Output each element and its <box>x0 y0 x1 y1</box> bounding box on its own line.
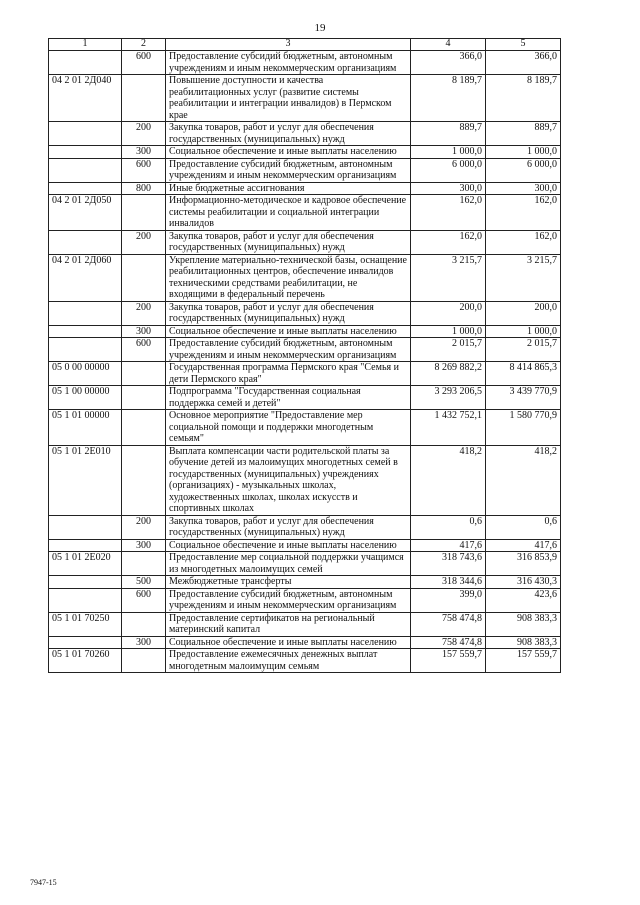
table-row <box>49 338 561 362</box>
amount-year2-cell: 1 000,0 <box>486 325 561 338</box>
table-row <box>49 539 561 552</box>
classification-code-cell: 05 1 01 2Е020 <box>49 552 122 576</box>
table-row <box>49 301 561 325</box>
expense-type-cell <box>122 612 166 636</box>
amount-year2-cell: 162,0 <box>486 230 561 254</box>
amount-year1-cell: 3 293 206,5 <box>411 386 486 410</box>
classification-code-cell <box>49 636 122 649</box>
table-row <box>49 410 561 446</box>
item-name-cell: Предоставление мер социальной поддержки учащимся из многодетных малоимущих семей <box>166 552 411 576</box>
expense-type-cell: 200 <box>122 301 166 325</box>
classification-code-cell: 05 1 01 00000 <box>49 410 122 446</box>
item-name-cell: Закупка товаров, работ и услуг для обеспечения государственных (муниципальных) нужд <box>166 301 411 325</box>
expense-type-cell: 300 <box>122 636 166 649</box>
item-name-cell: Подпрограмма "Государственная социальная поддержка семей и детей" <box>166 386 411 410</box>
item-name-cell: Повышение доступности и качества реабилитационных услуг (развитие системы реабилитации и интеграции инвалидов) в Пермском крае <box>166 75 411 122</box>
item-name-cell: Межбюджетные трансферты <box>166 576 411 589</box>
amount-year2-cell: 423,6 <box>486 588 561 612</box>
amount-year1-cell: 366,0 <box>411 51 486 75</box>
classification-code-cell <box>49 576 122 589</box>
expense-type-cell <box>122 445 166 515</box>
amount-year2-cell: 162,0 <box>486 195 561 231</box>
classification-code-cell <box>49 301 122 325</box>
item-name-cell: Предоставление субсидий бюджетным, автономным учреждениям и иным некоммерческим организациям <box>166 51 411 75</box>
classification-code-cell <box>49 325 122 338</box>
item-name-cell: Предоставление субсидий бюджетным, автономным учреждениям и иным некоммерческим организациям <box>166 338 411 362</box>
item-name-cell: Закупка товаров, работ и услуг для обеспечения государственных (муниципальных) нужд <box>166 515 411 539</box>
expense-type-cell <box>122 362 166 386</box>
expense-type-cell: 600 <box>122 51 166 75</box>
amount-year1-cell: 162,0 <box>411 195 486 231</box>
amount-year1-cell: 758 474,8 <box>411 612 486 636</box>
header-col-1: 1 <box>49 39 122 51</box>
classification-code-cell: 04 2 01 2Д050 <box>49 195 122 231</box>
classification-code-cell: 04 2 01 2Д060 <box>49 254 122 301</box>
amount-year1-cell: 8 189,7 <box>411 75 486 122</box>
item-name-cell: Социальное обеспечение и иные выплаты населению <box>166 539 411 552</box>
expense-type-cell <box>122 386 166 410</box>
expense-type-cell: 200 <box>122 230 166 254</box>
expense-type-cell <box>122 410 166 446</box>
amount-year2-cell: 316 430,3 <box>486 576 561 589</box>
amount-year1-cell: 300,0 <box>411 182 486 195</box>
table-row <box>49 325 561 338</box>
table-row <box>49 362 561 386</box>
header-col-5: 5 <box>486 39 561 51</box>
amount-year2-cell: 200,0 <box>486 301 561 325</box>
item-name-cell: Социальное обеспечение и иные выплаты населению <box>166 325 411 338</box>
item-name-cell: Укрепление материально-технической базы, оснащение реабилитационных центров, обеспечение инвалидов техническими средствами реабилитации, не входящими в федеральный перечень <box>166 254 411 301</box>
page-number: 19 <box>314 22 326 34</box>
item-name-cell: Закупка товаров, работ и услуг для обеспечения государственных (муниципальных) нужд <box>166 122 411 146</box>
item-name-cell: Основное мероприятие "Предоставление мер социальной помощи и поддержки многодетным семьям" <box>166 410 411 446</box>
table-row <box>49 552 561 576</box>
amount-year2-cell: 8 414 865,3 <box>486 362 561 386</box>
amount-year1-cell: 1 000,0 <box>411 146 486 159</box>
expense-type-cell <box>122 649 166 673</box>
expense-type-cell <box>122 552 166 576</box>
amount-year1-cell: 758 474,8 <box>411 636 486 649</box>
table-row <box>49 75 561 122</box>
header-col-4: 4 <box>411 39 486 51</box>
classification-code-cell <box>49 230 122 254</box>
amount-year1-cell: 889,7 <box>411 122 486 146</box>
amount-year2-cell: 6 000,0 <box>486 158 561 182</box>
amount-year2-cell: 0,6 <box>486 515 561 539</box>
amount-year1-cell: 399,0 <box>411 588 486 612</box>
item-name-cell: Предоставление сертификатов на региональный материнский капитал <box>166 612 411 636</box>
header-col-2: 2 <box>122 39 166 51</box>
classification-code-cell <box>49 338 122 362</box>
table-row <box>49 445 561 515</box>
item-name-cell: Закупка товаров, работ и услуг для обеспечения государственных (муниципальных) нужд <box>166 230 411 254</box>
classification-code-cell <box>49 539 122 552</box>
amount-year2-cell: 908 383,3 <box>486 612 561 636</box>
amount-year2-cell: 418,2 <box>486 445 561 515</box>
table-row <box>49 254 561 301</box>
amount-year2-cell: 3 439 770,9 <box>486 386 561 410</box>
expense-type-cell: 600 <box>122 588 166 612</box>
expense-type-cell <box>122 195 166 231</box>
amount-year1-cell: 2 015,7 <box>411 338 486 362</box>
amount-year1-cell: 0,6 <box>411 515 486 539</box>
classification-code-cell: 04 2 01 2Д040 <box>49 75 122 122</box>
amount-year1-cell: 162,0 <box>411 230 486 254</box>
item-name-cell: Предоставление субсидий бюджетным, автономным учреждениям и иным некоммерческим организациям <box>166 158 411 182</box>
table-row <box>49 576 561 589</box>
amount-year1-cell: 157 559,7 <box>411 649 486 673</box>
table-row <box>49 158 561 182</box>
amount-year2-cell: 3 215,7 <box>486 254 561 301</box>
amount-year1-cell: 200,0 <box>411 301 486 325</box>
amount-year2-cell: 366,0 <box>486 51 561 75</box>
expense-type-cell: 800 <box>122 182 166 195</box>
table-row <box>49 195 561 231</box>
expense-type-cell: 300 <box>122 539 166 552</box>
item-name-cell: Иные бюджетные ассигнования <box>166 182 411 195</box>
table-row <box>49 51 561 75</box>
table-row <box>49 649 561 673</box>
table-row <box>49 146 561 159</box>
classification-code-cell <box>49 51 122 75</box>
table-row <box>49 182 561 195</box>
amount-year1-cell: 318 344,6 <box>411 576 486 589</box>
amount-year1-cell: 318 743,6 <box>411 552 486 576</box>
amount-year2-cell: 300,0 <box>486 182 561 195</box>
amount-year1-cell: 8 269 882,2 <box>411 362 486 386</box>
expense-type-cell: 500 <box>122 576 166 589</box>
amount-year1-cell: 6 000,0 <box>411 158 486 182</box>
amount-year1-cell: 3 215,7 <box>411 254 486 301</box>
amount-year2-cell: 2 015,7 <box>486 338 561 362</box>
table-row <box>49 230 561 254</box>
classification-code-cell: 05 0 00 00000 <box>49 362 122 386</box>
table-row <box>49 122 561 146</box>
classification-code-cell <box>49 122 122 146</box>
item-name-cell: Выплата компенсации части родительской платы за обучение детей из малоимущих многодетных семей в государственных (муниципальных) учреждениях (организациях) - музыкальных школах, художественных школах, школах искусств и спортивных школах <box>166 445 411 515</box>
amount-year1-cell: 417,6 <box>411 539 486 552</box>
amount-year2-cell: 157 559,7 <box>486 649 561 673</box>
amount-year2-cell: 889,7 <box>486 122 561 146</box>
amount-year1-cell: 418,2 <box>411 445 486 515</box>
expense-type-cell <box>122 75 166 122</box>
footer-code: 7947-15 <box>30 878 57 887</box>
expense-type-cell: 600 <box>122 158 166 182</box>
expense-type-cell: 600 <box>122 338 166 362</box>
item-name-cell: Государственная программа Пермского края "Семья и дети Пермского края" <box>166 362 411 386</box>
classification-code-cell <box>49 515 122 539</box>
expense-type-cell: 200 <box>122 122 166 146</box>
classification-code-cell <box>49 158 122 182</box>
classification-code-cell <box>49 588 122 612</box>
amount-year1-cell: 1 432 752,1 <box>411 410 486 446</box>
amount-year1-cell: 1 000,0 <box>411 325 486 338</box>
budget-table <box>48 38 561 673</box>
amount-year2-cell: 1 580 770,9 <box>486 410 561 446</box>
classification-code-cell <box>49 146 122 159</box>
header-col-3: 3 <box>166 39 411 51</box>
item-name-cell: Социальное обеспечение и иные выплаты населению <box>166 636 411 649</box>
item-name-cell: Социальное обеспечение и иные выплаты населению <box>166 146 411 159</box>
amount-year2-cell: 316 853,9 <box>486 552 561 576</box>
item-name-cell: Предоставление субсидий бюджетным, автономным учреждениям и иным некоммерческим организациям <box>166 588 411 612</box>
amount-year2-cell: 417,6 <box>486 539 561 552</box>
table-row <box>49 386 561 410</box>
classification-code-cell: 05 1 01 70260 <box>49 649 122 673</box>
amount-year2-cell: 1 000,0 <box>486 146 561 159</box>
item-name-cell: Информационно-методическое и кадровое обеспечение системы реабилитации и социальной интеграции инвалидов <box>166 195 411 231</box>
classification-code-cell <box>49 182 122 195</box>
classification-code-cell: 05 1 00 00000 <box>49 386 122 410</box>
amount-year2-cell: 8 189,7 <box>486 75 561 122</box>
table-row <box>49 612 561 636</box>
expense-type-cell <box>122 254 166 301</box>
table-row <box>49 636 561 649</box>
table-header-row <box>49 39 561 51</box>
item-name-cell: Предоставление ежемесячных денежных выплат многодетным малоимущим семьям <box>166 649 411 673</box>
expense-type-cell: 300 <box>122 325 166 338</box>
classification-code-cell: 05 1 01 2Е010 <box>49 445 122 515</box>
expense-type-cell: 300 <box>122 146 166 159</box>
table-row <box>49 588 561 612</box>
amount-year2-cell: 908 383,3 <box>486 636 561 649</box>
expense-type-cell: 200 <box>122 515 166 539</box>
classification-code-cell: 05 1 01 70250 <box>49 612 122 636</box>
table-row <box>49 515 561 539</box>
